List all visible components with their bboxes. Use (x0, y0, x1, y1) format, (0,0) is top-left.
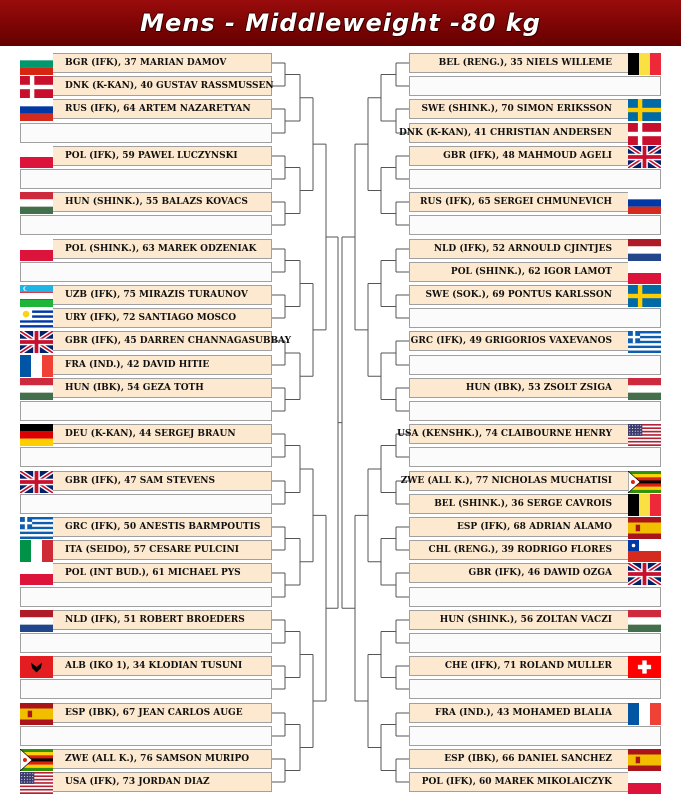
flag-pol-icon (20, 563, 53, 585)
left-slot (20, 99, 272, 119)
competitor-name: ESP (IFK), 68 ADRIAN ALAMO (456, 522, 612, 532)
flag-pol-icon (20, 146, 53, 168)
competitor-name: POL (SHINK.), 62 IGOR LAMOT (450, 267, 612, 277)
left-slot (20, 215, 272, 235)
right-slot (409, 99, 661, 119)
competitor-name: USA (KENSHK.), 74 CLAIBOURNE HENRY (397, 429, 612, 439)
competitor-name: GBR (IFK), 48 MAHMOUD AGELI (443, 151, 612, 161)
right-slot (409, 308, 661, 328)
competitor-name: BGR (IFK), 37 MARIAN DAMOV (65, 58, 227, 68)
flag-esp-icon (20, 703, 53, 725)
left-slot (20, 424, 272, 444)
right-slot (409, 215, 661, 235)
left-slot (20, 679, 272, 699)
right-slot (409, 53, 661, 73)
competitor-name: RUS (IFK), 64 ARTEM NAZARETYAN (65, 104, 251, 114)
left-slot (20, 192, 272, 212)
flag-pol-icon (20, 239, 53, 261)
left-slot (20, 447, 272, 467)
right-slot (409, 726, 661, 746)
competitor-name: USA (IFK), 73 JORDAN DIAZ (65, 777, 210, 787)
right-slot (398, 123, 661, 143)
competitor-name: GBR (IFK), 46 DAWID OZGA (468, 568, 612, 578)
flag-hun-icon (20, 192, 53, 214)
flag-nld-icon (20, 610, 53, 632)
competitor-name: DEU (K-KAN), 44 SERGEJ BRAUN (65, 429, 236, 439)
competitor-name: DNK (K-KAN), 41 CHRISTIAN ANDERSEN (398, 128, 612, 138)
right-slot (409, 703, 661, 723)
page-title: Mens - Middleweight -80 kg (140, 9, 541, 37)
flag-rus-icon (628, 192, 661, 214)
competitor-name: BEL (RENG.), 35 NIELS WILLEME (438, 58, 612, 68)
flag-bel-icon (628, 494, 661, 516)
left-slot (20, 123, 272, 143)
competitor-name: POL (INT BUD.), 61 MICHAEL PYS (65, 568, 241, 578)
right-slot (409, 192, 661, 212)
right-slot (409, 517, 661, 537)
left-slot (20, 471, 272, 491)
flag-deu-icon (20, 424, 53, 446)
competitor-name: UZB (IFK), 75 MIRAZIS TURAUNOV (65, 290, 248, 300)
left-slot (20, 262, 272, 282)
right-slot (409, 610, 661, 630)
flag-bel-icon (628, 53, 661, 75)
flag-ita-icon (20, 540, 53, 562)
competitor-name: ESP (IBK), 67 JEAN CARLOS AUGE (65, 708, 243, 718)
left-slot (20, 308, 272, 328)
flag-alb-icon (20, 656, 53, 678)
left-slot (20, 76, 272, 96)
flag-usa-icon (20, 772, 53, 794)
left-slot (20, 53, 272, 73)
flag-fra-icon (628, 703, 661, 725)
competitor-name: BEL (SHINK.), 36 SERGE CAVROIS (434, 499, 612, 509)
right-slot (409, 146, 661, 166)
left-slot (20, 633, 272, 653)
right-slot (409, 563, 661, 583)
flag-gbr-icon (628, 563, 661, 585)
flag-esp-icon (628, 749, 661, 771)
flag-dnk-icon (20, 76, 53, 98)
competitor-name: POL (IFK), 59 PAWEL LUCZYNSKI (65, 151, 238, 161)
right-slot (400, 471, 661, 491)
competitor-name: DNK (K-KAN), 40 GUSTAV RASSMUSSEN (65, 81, 274, 91)
flag-swe-icon (628, 99, 661, 121)
competitor-name: HUN (SHINK.), 55 BALAZS KOVACS (65, 197, 248, 207)
right-slot (409, 76, 661, 96)
left-slot (20, 517, 272, 537)
left-slot (20, 749, 272, 769)
flag-gbr-icon (20, 331, 53, 353)
competitor-name: HUN (SHINK.), 56 ZOLTAN VACZI (439, 615, 612, 625)
left-slot (20, 494, 272, 514)
competitor-name: SWE (SHINK.), 70 SIMON ERIKSSON (421, 104, 612, 114)
flag-swe-icon (628, 285, 661, 307)
left-slot (20, 610, 272, 630)
right-slot (397, 424, 661, 444)
flag-hun-icon (628, 610, 661, 632)
flag-grc-icon (628, 331, 661, 353)
flag-usa-icon (628, 424, 661, 446)
left-slot (20, 540, 272, 560)
left-slot (20, 355, 272, 375)
flag-zwe-icon (20, 749, 53, 771)
flag-grc-icon (20, 517, 53, 539)
right-slot (409, 494, 661, 514)
flag-fra-icon (20, 355, 53, 377)
flag-ury-icon (20, 308, 53, 330)
left-slot (20, 331, 292, 351)
competitor-name: CHL (RENG.), 39 RODRIGO FLORES (428, 545, 612, 555)
competitor-name: POL (IFK), 60 MAREK MIKOLAICZYK (421, 777, 612, 787)
flag-pol-icon (628, 772, 661, 794)
right-slot (409, 262, 661, 282)
competitor-name: ESP (IBK), 66 DANIEL SANCHEZ (444, 754, 612, 764)
flag-nld-icon (628, 239, 661, 261)
right-slot (409, 401, 661, 421)
left-slot (20, 146, 272, 166)
competitor-name: NLD (IFK), 51 ROBERT BROEDERS (65, 615, 245, 625)
right-slot (409, 679, 661, 699)
flag-bgr-icon (20, 53, 53, 75)
competitor-name: HUN (IBK), 53 ZSOLT ZSIGA (465, 383, 612, 393)
left-slot (20, 285, 272, 305)
right-slot (409, 587, 661, 607)
right-slot (409, 540, 661, 560)
right-slot (409, 772, 661, 792)
flag-uzb-icon (20, 285, 53, 307)
left-slot (20, 378, 272, 398)
right-slot (409, 633, 661, 653)
competitor-name: ZWE (ALL K.), 77 NICHOLAS MUCHATISI (400, 476, 612, 486)
competitor-name: RUS (IFK), 65 SERGEI CHMUNEVICH (420, 197, 612, 207)
competitor-name: GRC (IFK), 49 GRIGORIOS VAXEVANOS (410, 336, 612, 346)
flag-esp-icon (628, 517, 661, 539)
competitor-name: CHE (IFK), 71 ROLAND MULLER (444, 661, 612, 671)
right-slot (409, 239, 661, 259)
competitor-name: ITA (SEIDO), 57 CESARE PULCINI (65, 545, 239, 555)
flag-gbr-icon (20, 471, 53, 493)
competitor-name: GBR (IFK), 47 SAM STEVENS (65, 476, 215, 486)
left-slot (20, 772, 272, 792)
right-slot (409, 447, 661, 467)
flag-dnk-icon (628, 123, 661, 145)
left-slot (20, 703, 272, 723)
right-slot (409, 656, 661, 676)
right-slot (409, 355, 661, 375)
competitor-name: GBR (IFK), 45 DARREN CHANNAGASUBBAY (65, 336, 292, 346)
flag-hun-icon (20, 378, 53, 400)
left-slot (20, 656, 272, 676)
flag-hun-icon (628, 378, 661, 400)
left-slot (20, 239, 272, 259)
competitor-name: URY (IFK), 72 SANTIAGO MOSCO (65, 313, 237, 323)
flag-zwe-icon (628, 471, 661, 493)
competitor-name: HUN (IBK), 54 GEZA TOTH (65, 383, 204, 393)
right-slot (409, 378, 661, 398)
left-slot (20, 401, 272, 421)
left-slot (20, 587, 272, 607)
competitor-name: ALB (IKO 1), 34 KLODIAN TUSUNI (65, 661, 243, 671)
competitor-name: NLD (IFK), 52 ARNOULD CJINTJES (433, 244, 612, 254)
competitor-name: SWE (SOK.), 69 PONTUS KARLSSON (425, 290, 612, 300)
right-slot (409, 285, 661, 305)
flag-rus-icon (20, 99, 53, 121)
right-slot (409, 749, 661, 769)
left-slot (20, 726, 272, 746)
right-slot (409, 331, 661, 351)
flag-che-icon (628, 656, 661, 678)
left-slot (20, 563, 272, 583)
left-slot (20, 169, 272, 189)
right-slot (409, 169, 661, 189)
competitor-name: FRA (IND.), 42 DAVID HITIE (65, 360, 210, 370)
flag-gbr-icon (628, 146, 661, 168)
flag-pol-icon (628, 262, 661, 284)
flag-chl-icon (628, 540, 661, 562)
competitor-name: ZWE (ALL K.), 76 SAMSON MURIPO (65, 754, 250, 764)
competitor-name: FRA (IND.), 43 MOHAMED BLALIA (435, 708, 612, 718)
competitor-name: GRC (IFK), 50 ANESTIS BARMPOUTIS (65, 522, 261, 532)
competitor-name: POL (SHINK.), 63 MAREK ODZENIAK (65, 244, 257, 254)
